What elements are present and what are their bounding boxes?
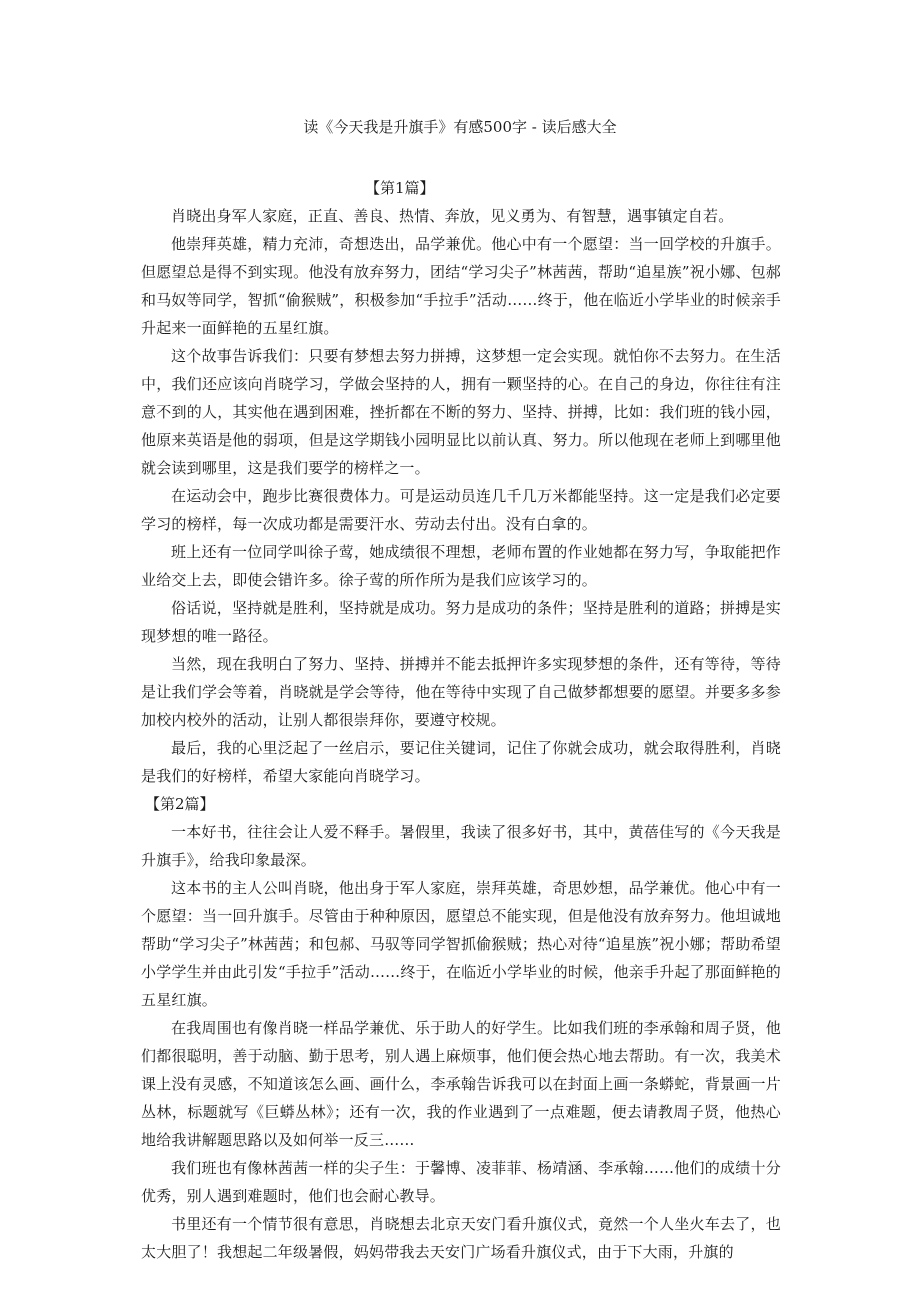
section-heading-2: 【第2篇】	[145, 795, 215, 813]
paragraph: 一本好书，往往会让人爱不释手。暑假里，我读了很多好书，其中，黄蓓佳写的《今天我是升旗手》，给我印象最深。	[141, 823, 781, 869]
section-heading-1: 【第1篇】	[365, 179, 435, 197]
paragraph: 班上还有一位同学叫徐子莺，她成绩很不理想，老师布置的作业她都在努力写，争取能把作业给交上去，即使会错许多。徐子莺的所作所为是我们应该学习的。	[141, 543, 781, 589]
paragraph: 最后，我的心里泛起了一丝启示，要记住关键词，记住了你就会成功，就会取得胜利，肖晓是我们的好榜样，希望大家能向肖晓学习。	[141, 739, 781, 785]
paragraph: 当然，现在我明白了努力、坚持、拼搏并不能去抵押许多实现梦想的条件，还有等待，等待是让我们学会等着，肖晓就是学会等待，他在等待中实现了自己做梦都想要的愿望。并要多多参加校内校外的活动，让别人都很崇拜你，要遵守校规。	[141, 655, 781, 729]
document-body	[141, 174, 781, 1266]
paragraph: 在运动会中，跑步比赛很费体力。可是运动员连几千几万米都能坚持。这一定是我们必定要学习的榜样，每一次成功都是需要汗水、劳动去付出。没有白拿的。	[141, 487, 781, 533]
paragraph: 这个故事告诉我们：只要有梦想去努力拼搏，这梦想一定会实现。就怕你不去努力。在生活中，我们还应该向肖晓学习，学做会坚持的人，拥有一颗坚持的心。在自己的身边，你往往有注意不到的人，其实他在遇到困难，挫折都在不断的努力、坚持、拼搏，比如：我们班的钱小园，他原来英语是他的弱项，但是这学期钱小园明显比以前认真、努力。所以他现在老师上到哪里他就会读到哪里，这是我们要学的榜样之一。	[141, 347, 781, 477]
paragraph: 这本书的主人公叫肖晓，他出身于军人家庭，崇拜英雄，奇思妙想，品学兼优。他心中有一个愿望：当一回升旗手。尽管由于种种原因，愿望总不能实现，但是他没有放弃努力。他坦诚地帮助“学习尖子”林茜茜；和包郝、马驭等同学智抓偷猴贼；热心对待“追星族”祝小娜；帮助希望小学学生并由此引发“手拉手”活动……终于，在临近小学毕业的时候，他亲手升起了那面鲜艳的五星红旗。	[141, 879, 781, 1009]
paragraph: 在我周围也有像肖晓一样品学兼优、乐于助人的好学生。比如我们班的李承翰和周子贤，他们都很聪明，善于动脑、勤于思考，别人遇上麻烦事，他们便会热心地去帮助。有一次，我美术课上没有灵感，不知道该怎么画、画什么，李承翰告诉我可以在封面上画一条蟒蛇，背景画一片丛林，标题就写《巨蟒丛林》；还有一次，我的作业遇到了一点难题，便去请教周子贤，他热心地给我讲解题思路以及如何举一反三……	[141, 1019, 781, 1149]
paragraph: 书里还有一个情节很有意思，肖晓想去北京天安门看升旗仪式，竟然一个人坐火车去了，也太大胆了！我想起二年级暑假，妈妈带我去天安门广场看升旗仪式，由于下大雨，升旗的	[141, 1215, 781, 1261]
paragraph: 俗话说，坚持就是胜利，坚持就是成功。努力是成功的条件；坚持是胜利的道路；拼搏是实现梦想的唯一路径。	[141, 599, 781, 645]
paragraph: 他崇拜英雄，精力充沛，奇想迭出，品学兼优。他心中有一个愿望：当一回学校的升旗手。但愿望总是得不到实现。他没有放弃努力，团结“学习尖子”林茜茜，帮助“追星族”祝小娜、包郝和马奴等同学，智抓“偷猴贼”，积极参加“手拉手”活动……终于，他在临近小学毕业的时候亲手升起来一面鲜艳的五星红旗。	[141, 235, 781, 337]
paragraph: 我们班也有像林茜茜一样的尖子生：于馨博、凌菲菲、杨靖涵、李承翰……他们的成绩十分优秀，别人遇到难题时，他们也会耐心教导。	[141, 1159, 781, 1205]
document-title: 读《今天我是升旗手》有感500字 - 读后感大全	[303, 118, 617, 136]
paragraph: 肖晓出身军人家庭，正直、善良、热情、奔放，见义勇为、有智慧，遇事镇定自若。	[171, 207, 734, 225]
